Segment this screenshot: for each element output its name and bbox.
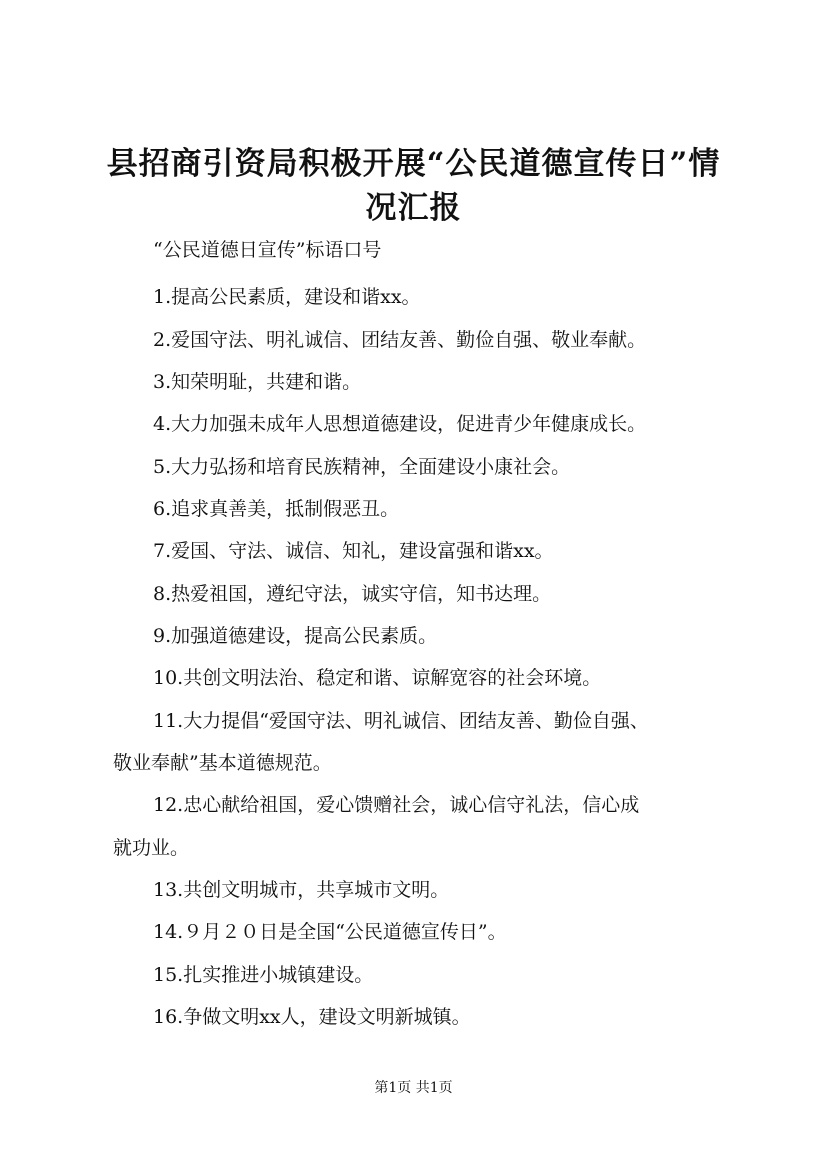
slogan-line: 9.加强道德建设，提高公民素质。	[153, 625, 438, 647]
subtitle: “公民道德日宣传”标语口号	[153, 239, 382, 261]
slogan-line: 2.爱国守法、明礼诚信、团结友善、勤俭自强、敬业奉献。	[153, 329, 647, 351]
slogan-line-continued: 敬业奉献”基本道德规范。	[113, 752, 332, 774]
slogan-line: 10.共创文明法治、稳定和谐、谅解宽容的社会环境。	[153, 667, 602, 689]
slogan-line: 11.大力提倡“爱国守法、明礼诚信、团结友善、勤俭自强、	[153, 710, 649, 732]
slogan-line: 8.热爱祖国，遵纪守法，诚实守信，知书达理。	[153, 583, 552, 605]
page-footer: 第1页 共1页	[374, 1080, 453, 1096]
slogan-line-continued: 就功业。	[113, 837, 190, 859]
slogan-line: 12.忠心献给祖国，爱心馈赠社会，诚心信守礼法，信心成	[153, 794, 640, 816]
slogan-line: 3.知荣明耻，共建和谐。	[153, 371, 362, 393]
title-line-1: 县招商引资局积极开展“公民道德宣传日”情	[106, 146, 721, 182]
document-title	[100, 142, 727, 230]
slogan-line: 6.追求真善美，抵制假恶丑。	[153, 498, 400, 520]
slogan-line: 16.争做文明xx人，建设文明新城镇。	[153, 1006, 471, 1028]
slogan-line: 5.大力弘扬和培育民族精神，全面建设小康社会。	[153, 456, 571, 478]
slogan-line: 14.９月２０日是全国“公民道德宣传日”。	[153, 921, 507, 943]
title-line-2: 况汇报	[365, 190, 462, 226]
slogan-line: 4.大力加强未成年人思想道德建设，促进青少年健康成长。	[153, 413, 647, 435]
slogan-line: 1.提高公民素质，建设和谐xx。	[153, 286, 421, 308]
slogan-line: 7.爱国、守法、诚信、知礼，建设富强和谐xx。	[153, 540, 554, 562]
slogan-line: 13.共创文明城市，共享城市文明。	[153, 879, 450, 901]
slogan-line: 15.扎实推进小城镇建设。	[153, 964, 374, 986]
